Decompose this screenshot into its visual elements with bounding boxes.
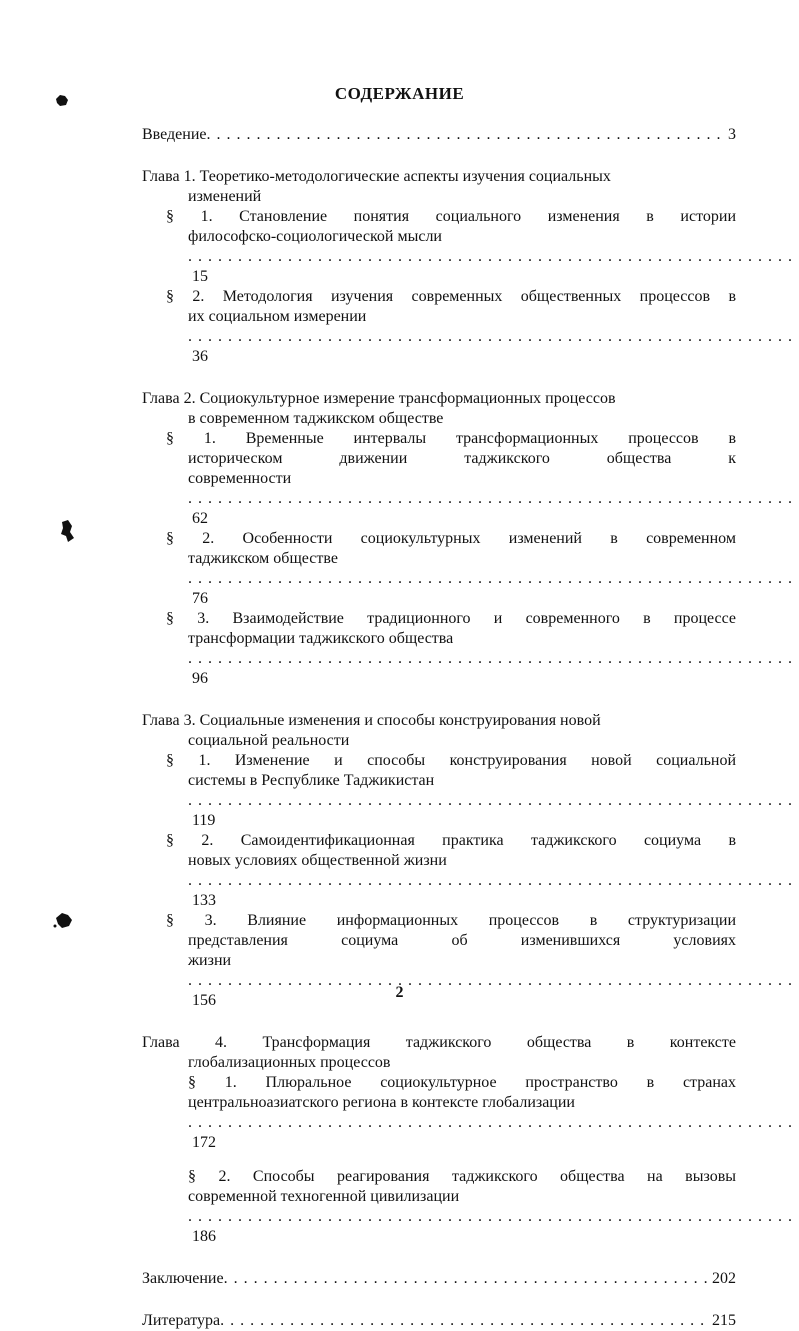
section-line1: § 3. Взаимодействие традиционного и современного в процессе — [166, 610, 736, 627]
leader-dots — [188, 490, 799, 507]
section-last-line — [166, 771, 736, 831]
toc-chapter-2 — [142, 389, 736, 689]
toc-section — [166, 609, 736, 689]
chapter-title-line2: социальной реальности — [188, 732, 350, 749]
leader-dots — [224, 1269, 708, 1289]
section-last-line — [166, 227, 736, 287]
toc-section — [166, 429, 736, 529]
section-line3: современности — [188, 470, 292, 487]
chapter-title-line2: изменений — [188, 188, 262, 205]
toc-section — [166, 751, 736, 831]
section-line2: современной техногенной цивилизации — [188, 1188, 460, 1205]
leader-dots — [207, 125, 725, 145]
section-line1: § 3. Влияние информационных процессов в структуризации — [166, 912, 736, 929]
section-line1: § 2. Самоидентификационная практика таджикского социума в — [166, 832, 736, 849]
section-line2: представления социума об изменившихся условиях — [188, 932, 736, 949]
toc-section — [166, 529, 736, 609]
toc-page: 172 — [192, 1134, 216, 1151]
section-last-line — [188, 1093, 736, 1153]
section-line2: центральноазиатского региона в контексте глобализации — [188, 1094, 575, 1111]
chapter-title-line1: Глава 4. Трансформация таджикского общества в контексте — [142, 1034, 736, 1051]
section-last-line — [188, 1187, 736, 1247]
section-line1: § 1. Становление понятия социального изменения в истории — [166, 208, 736, 225]
toc-page: 96 — [192, 670, 208, 687]
toc-entry-literature — [142, 1311, 736, 1331]
toc-entry-intro — [142, 125, 736, 145]
leader-dots — [188, 570, 799, 587]
toc-label: Введение — [142, 126, 207, 143]
section-line1: § 1. Изменение и способы конструирования новой социальной — [166, 752, 736, 769]
toc-chapter-3 — [142, 711, 736, 1011]
chapter-title-line2: глобализационных процессов — [188, 1054, 391, 1071]
leader-dots — [188, 1114, 799, 1131]
leader-dots — [188, 792, 799, 809]
toc-chapter-1 — [142, 167, 736, 367]
section-last-line — [166, 549, 736, 609]
section-last-line — [166, 851, 736, 911]
toc-page: 76 — [192, 590, 208, 607]
toc-section — [188, 1167, 736, 1247]
toc-label: Литература — [142, 1312, 221, 1329]
leader-dots — [220, 1311, 708, 1331]
section-last-line — [166, 469, 736, 529]
section-line1: § 1. Временные интервалы трансформационных процессов в — [166, 430, 736, 447]
page-number: 2 — [395, 984, 404, 1001]
toc-page: 186 — [192, 1228, 216, 1245]
toc-page: 215 — [712, 1312, 736, 1329]
toc-section — [188, 1073, 736, 1153]
section-line2: трансформации таджикского общества — [188, 630, 454, 647]
chapter-title — [142, 711, 736, 751]
section-line1: § 2. Методология изучения современных общественных процессов в — [166, 288, 736, 305]
leader-dots — [188, 248, 799, 265]
toc-page: 119 — [192, 812, 216, 829]
section-line2: историческом движении таджикского общества к — [188, 450, 736, 467]
chapter-title-line1: Глава 3. Социальные изменения и способы конструирования новой — [142, 712, 601, 729]
toc-page: 3 — [728, 126, 736, 143]
section-line1: § 2. Способы реагирования таджикского общества на вызовы — [188, 1168, 736, 1185]
toc-page: 62 — [192, 510, 208, 527]
chapter-title — [142, 1033, 736, 1073]
toc-chapter-4 — [142, 1033, 736, 1247]
chapter-title-line2: в современном таджикском обществе — [188, 410, 444, 427]
ink-blot-icon — [56, 518, 78, 548]
chapter-title-line1: Глава 1. Теоретико-методологические аспекты изучения социальных — [142, 168, 611, 185]
section-line2: их социальном измерении — [188, 308, 367, 325]
section-line2: философско-социологической мысли — [188, 228, 442, 245]
section-line2: новых условиях общественной жизни — [188, 852, 447, 869]
chapter-title-line1: Глава 2. Социокультурное измерение трансформационных процессов — [142, 390, 616, 407]
toc-section — [166, 831, 736, 911]
toc-section — [166, 287, 736, 367]
table-of-contents — [142, 125, 736, 1331]
leader-dots — [188, 872, 799, 889]
section-line1: § 1. Плюральное социокультурное пространство в странах — [188, 1074, 736, 1091]
toc-page: 15 — [192, 268, 208, 285]
toc-label: Заключение — [142, 1270, 224, 1287]
chapter-title — [142, 389, 736, 429]
section-last-line — [166, 629, 736, 689]
toc-page: 202 — [712, 1270, 736, 1287]
section-line2: системы в Республике Таджикистан — [188, 772, 435, 789]
toc-page: 36 — [192, 348, 208, 365]
section-line3: жизни — [188, 952, 232, 969]
section-line2: таджикском обществе — [188, 550, 338, 567]
section-last-line — [166, 307, 736, 367]
toc-page: 156 — [192, 992, 216, 1009]
chapter-title — [142, 167, 736, 207]
section-line1: § 2. Особенности социокультурных изменений в современном — [166, 530, 736, 547]
leader-dots — [188, 328, 799, 345]
toc-page: 133 — [192, 892, 216, 909]
section-last-line — [166, 951, 736, 1011]
ink-blot-icon — [52, 910, 76, 932]
leader-dots — [188, 1208, 799, 1225]
page-title: СОДЕРЖАНИЕ — [334, 84, 465, 103]
toc-entry-conclusion — [142, 1269, 736, 1289]
leader-dots — [188, 650, 799, 667]
toc-section — [166, 207, 736, 287]
